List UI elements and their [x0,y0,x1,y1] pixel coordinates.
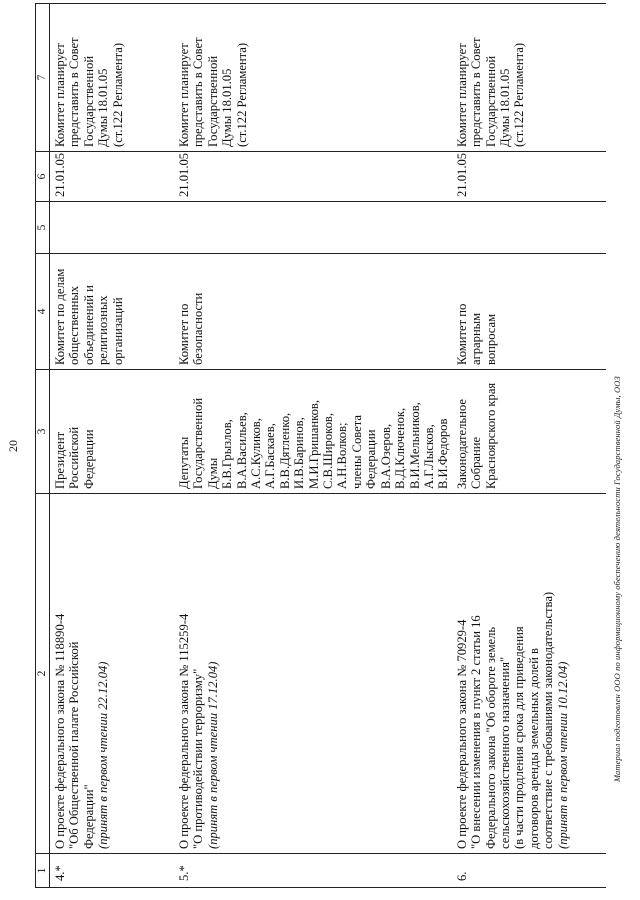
author-line: Законодательное [454,399,469,489]
row-number: 4.* [50,854,175,888]
author-line: А.Г.Лысков, [421,424,436,489]
bill-title [452,494,606,854]
committee-line: безопасности [191,292,206,365]
date-cell: 21.01.05 [50,152,175,202]
committee-line: аграрным [469,312,484,365]
author-line: Президент [53,431,67,489]
bill-title-line: "О внесении изменения в пункт 2 статьи 16 [469,615,484,849]
author-line: Федерации [364,429,379,489]
reading-note: (принят в первом чтении 10.12.04) [555,661,570,849]
bill-title-line: "Об Общественной палате Российской [67,641,82,849]
action-cell [452,4,606,152]
page-footer: Материал подготовлен ООО по информационному обеспечению деятельности Государственной Думы, ООЗ [612,376,622,782]
reading-note: (принят в первом чтении 17.12.04) [205,661,220,849]
action-line: Думы 18.01.05 [497,68,512,147]
column-5-cell [50,202,175,254]
bill-title-line: О проекте федерального закона № 115259-4 [177,613,191,849]
table-row [174,4,452,888]
date-cell: 21.01.05 [452,152,606,202]
header-row [36,4,50,888]
committee-line: Комитет по делам [53,268,67,365]
author-line: И.В.Баринов, [292,417,307,489]
author-line: В.Д.Ключенок, [393,407,408,489]
bill-title [50,494,175,854]
table-row [50,4,175,888]
action-line: представить в Совет [67,37,82,147]
column-header: 6 [36,152,50,202]
column-5-cell [174,202,452,254]
author-line: Государственной [191,397,206,489]
bill-title-line: (в части продления срока для приведения [512,626,527,849]
action-line: Государственной [81,55,96,147]
action-line: (ст.122 Регламента) [110,42,125,147]
committee-line: общественных [67,285,82,365]
bill-title-line: договоров аренды земельных долей в [526,648,541,849]
column-header: 7 [36,4,50,152]
bill-author [452,370,606,494]
column-header: 1 [36,854,50,888]
action-cell [174,4,452,152]
legislation-table [35,3,606,888]
action-line: Комитет планирует [53,43,67,147]
author-line: Красноярского края [483,382,498,489]
row-number: 6. [452,854,606,888]
author-line: В.И.Федоров [436,418,451,489]
bill-title [174,494,452,854]
action-line: Государственной [483,55,498,147]
author-line: В.В.Дятленко, [277,412,292,489]
column-5-cell [452,202,606,254]
responsible-committee [452,254,606,370]
column-header: 5 [36,202,50,254]
action-line: (ст.122 Регламента) [234,42,249,147]
author-line: Депутаты [177,436,191,489]
committee-line: Комитет по [454,303,469,365]
responsible-committee [174,254,452,370]
action-line: Думы 18.01.05 [96,68,111,147]
author-line: В.И.Мельников, [407,402,422,489]
bill-title-line: соответствие с требованиями законодательства) [541,591,556,849]
author-line: А.С.Куликов, [249,418,264,489]
author-line: А.Н.Волков; [335,422,350,489]
action-line: представить в Совет [469,37,484,147]
bill-title-line: Федерации" [81,784,96,849]
column-header: 4 [36,254,50,370]
author-line: В.А.Озеров, [378,423,393,489]
author-line: Собрание [469,436,484,489]
responsible-committee [50,254,175,370]
author-line: члены Совета [349,415,364,489]
reading-note: (принят в первом чтении 22.12.04) [96,661,111,849]
bill-author [174,370,452,494]
bill-title-line: О проекте федерального закона № 118890-4 [53,613,67,849]
row-number: 5.* [174,854,452,888]
action-cell [50,4,175,152]
author-line: Российской [67,426,82,489]
action-line: (ст.122 Регламента) [512,42,527,147]
committee-line: религиозных [96,295,111,365]
column-header: 2 [36,494,50,854]
action-line: представить в Совет [191,37,206,147]
table-row [452,4,606,888]
date-cell: 21.01.05 [174,152,452,202]
author-line: А.Г.Баскаев, [263,423,278,489]
bill-title-line: Федерального закона "Об обороте земель [483,626,498,849]
action-line: Государственной [205,55,220,147]
author-line: Федерации [81,429,96,489]
action-line: Комитет планирует [177,43,191,147]
author-line: В.А.Васильев, [234,412,249,489]
bill-author [50,370,175,494]
committee-line: объединений и [81,285,96,365]
bill-title-line: "О противодействии терроризму" [191,668,206,849]
author-line: Б.В.Грызлов, [220,419,235,489]
column-header: 3 [36,370,50,494]
bill-title-line: сельскохозяйственного назначения" [497,656,512,849]
bill-title-line: О проекте федерального закона № 70929-4 [454,619,469,849]
author-line: М.И.Гришанков, [306,399,321,489]
committee-line: организаций [110,297,125,365]
committee-line: Комитет по [177,303,191,365]
author-line: С.В.Широков, [321,412,336,489]
action-line: Думы 18.01.05 [220,68,235,147]
action-line: Комитет планирует [454,43,469,147]
author-line: Думы [205,457,220,489]
page-number: 20 [6,440,20,452]
committee-line: вопросам [483,313,498,365]
